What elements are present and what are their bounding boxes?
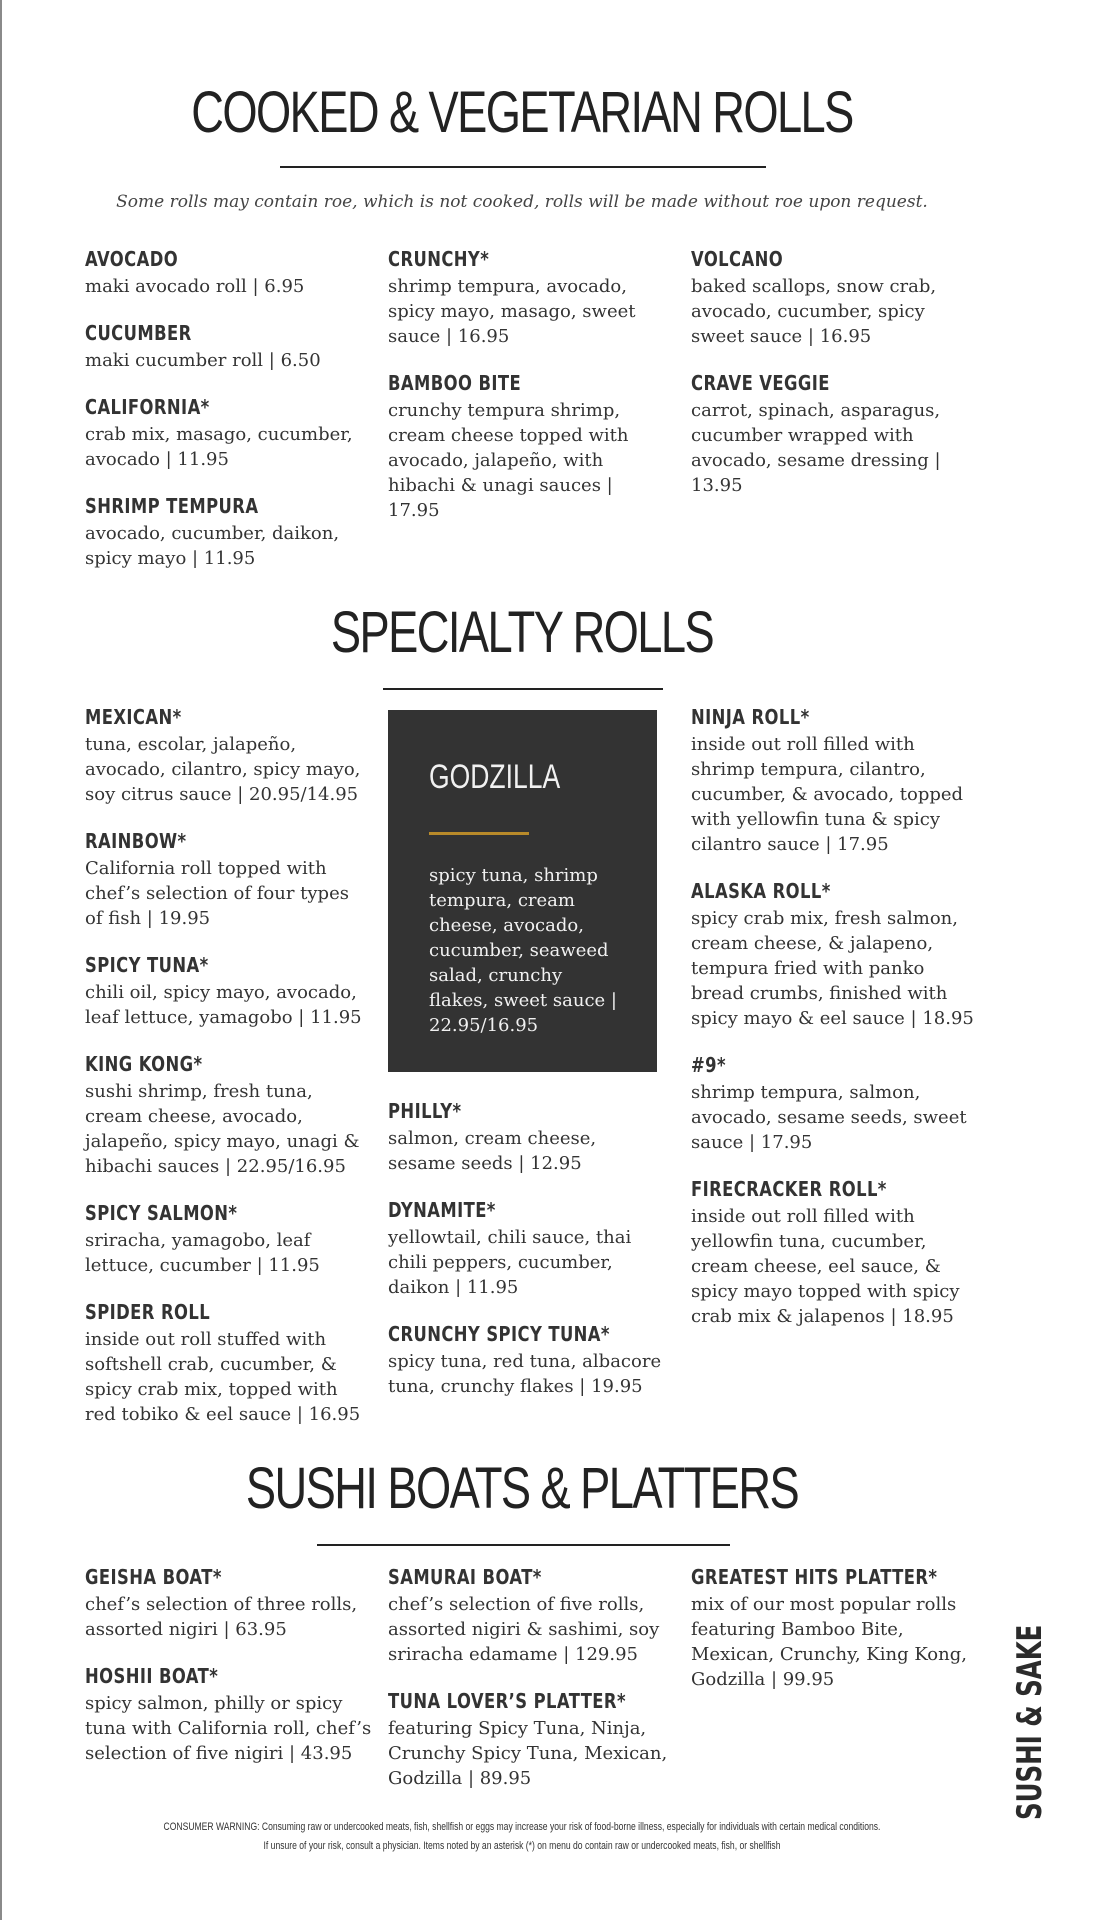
item-description: chili oil, spicy mayo, avocado, leaf lettuce, yamagobo | 11.95 [85, 982, 362, 1028]
item-name: GREATEST HITS PLATTER* [691, 1565, 938, 1589]
menu-item [85, 493, 375, 592]
item-description: sriracha, yamagobo, leaf lettuce, cucumber | 11.95 [85, 1230, 320, 1276]
item-name: CALIFORNIA* [85, 395, 210, 419]
item-name: SAMURAI BOAT* [388, 1565, 542, 1589]
menu-item [85, 394, 375, 493]
menu-item [85, 320, 375, 394]
specialty-column-2 [388, 1098, 663, 1399]
consumer-warning-line-2: If unsure of your risk, consult a physician. Items noted by an asterisk (*) on menu do contain raw or undercooked meats, fish, or shellfish [263, 1840, 781, 1852]
item-description: spicy crab mix, fresh salmon, cream cheese, & jalapeno, tempura fried with panko bread crumbs, finished with spicy mayo & eel sauce | 18.95 [691, 908, 974, 1029]
item-name: ALASKA ROLL* [691, 879, 831, 903]
menu-item [691, 704, 976, 878]
section-title-boats: SUSHI BOATS & PLATTERS [245, 1456, 799, 1521]
item-description: tuna, escolar, jalapeño, avocado, cilantro, spicy mayo, soy citrus sauce | 20.95/14.95 [85, 734, 361, 805]
menu-item [691, 1052, 976, 1176]
menu-item [388, 1321, 663, 1399]
item-name: TUNA LOVER’S PLATTER* [388, 1689, 626, 1713]
item-name: CRUNCHY* [388, 247, 490, 271]
item-name: SHRIMP TEMPURA [85, 494, 259, 518]
title-underline [317, 1544, 730, 1546]
cooked-column-1 [85, 246, 375, 592]
specialty-column-3 [691, 704, 976, 1329]
boats-column-2 [388, 1564, 668, 1791]
menu-item [388, 1564, 668, 1688]
item-name: RAINBOW* [85, 829, 187, 853]
menu-item [388, 1098, 663, 1197]
menu-item [85, 1200, 370, 1299]
item-name: #9* [691, 1053, 726, 1077]
item-description: carrot, spinach, asparagus, cucumber wrapped with avocado, sesame dressing | 13.95 [691, 400, 941, 496]
cooked-column-2 [388, 246, 663, 519]
brand-text: SUSHI & SAKE [1010, 1624, 1050, 1820]
menu-item [691, 1564, 976, 1692]
item-description: inside out roll filled with shrimp tempura, cilantro, cucumber, & avocado, topped with yellowfin tuna & spicy cilantro sauce | 17.95 [691, 734, 964, 855]
item-name: BAMBOO BITE [388, 371, 522, 395]
item-name: MEXICAN* [85, 705, 182, 729]
item-name: CUCUMBER [85, 321, 192, 345]
page-edge-line [0, 0, 2, 1920]
consumer-warning-line-1: CONSUMER WARNING: Consuming raw or undercooked meats, fish, shellfish or eggs may increase your risk of food-borne illness, especially for individuals with certain medical conditions. [163, 1821, 881, 1833]
title-underline [280, 166, 766, 168]
item-name: CRAVE VEGGIE [691, 371, 830, 395]
item-name: HOSHII BOAT* [85, 1664, 219, 1688]
featured-roll-description: spicy tuna, shrimp tempura, cream cheese, avocado, cucumber, seaweed salad, crunchy flakes, sweet sauce | 22.95/16.95 [429, 865, 617, 1036]
item-description: sushi shrimp, fresh tuna, cream cheese, avocado, jalapeño, spicy mayo, unagi & hibachi sauces | 22.95/16.95 [85, 1081, 360, 1177]
item-name: AVOCADO [85, 247, 179, 271]
menu-item [85, 1299, 370, 1427]
item-description: crunchy tempura shrimp, cream cheese topped with avocado, jalapeño, with hibachi & unagi sauces | 17.95 [388, 400, 629, 521]
item-name: SPICY TUNA* [85, 953, 209, 977]
item-name: GEISHA BOAT* [85, 1565, 222, 1589]
item-description: maki avocado roll | 6.95 [85, 276, 305, 297]
item-description: baked scallops, snow crab, avocado, cucumber, spicy sweet sauce | 16.95 [691, 276, 937, 347]
menu-item [691, 246, 956, 370]
item-description: featuring Spicy Tuna, Ninja, Crunchy Spicy Tuna, Mexican, Godzilla | 89.95 [388, 1718, 668, 1789]
menu-item [388, 246, 663, 370]
menu-item [388, 1688, 668, 1791]
featured-roll-name: GODZILLA [429, 758, 561, 796]
item-name: SPICY SALMON* [85, 1201, 238, 1225]
boats-column-3 [691, 1564, 976, 1692]
item-description: mix of our most popular rolls featuring Bamboo Bite, Mexican, Crunchy, King Kong, Godzilla | 99.95 [691, 1594, 967, 1690]
featured-roll-accent-line [429, 832, 529, 835]
item-name: VOLCANO [691, 247, 784, 271]
featured-roll-panel [388, 710, 657, 1072]
item-description: spicy tuna, red tuna, albacore tuna, crunchy flakes | 19.95 [388, 1351, 662, 1397]
menu-item [691, 370, 956, 519]
specialty-column-1 [85, 704, 370, 1427]
item-name: CRUNCHY SPICY TUNA* [388, 1322, 610, 1346]
item-description: maki cucumber roll | 6.50 [85, 350, 321, 371]
item-description: inside out roll filled with yellowfin tuna, cucumber, cream cheese, eel sauce, & spicy mayo topped with spicy crab mix & jalapenos | 18.95 [691, 1206, 960, 1327]
menu-item [85, 704, 370, 828]
menu-item [85, 828, 370, 952]
menu-item [85, 1564, 375, 1663]
item-description: inside out roll stuffed with softshell crab, cucumber, & spicy crab mix, topped with red tobiko & eel sauce | 16.95 [85, 1329, 361, 1425]
item-description: salmon, cream cheese, sesame seeds | 12.95 [388, 1128, 597, 1174]
item-description: spicy salmon, philly or spicy tuna with California roll, chef’s selection of five nigiri | 43.95 [85, 1693, 372, 1764]
consumer-warning [0, 1818, 1044, 1856]
item-description: shrimp tempura, salmon, avocado, sesame seeds, sweet sauce | 17.95 [691, 1082, 967, 1153]
item-name: PHILLY* [388, 1099, 462, 1123]
item-description: avocado, cucumber, daikon, spicy mayo | 11.95 [85, 523, 340, 569]
brand-vertical-label [1010, 1624, 1050, 1820]
section-title-cooked: COOKED & VEGETARIAN ROLLS [191, 80, 853, 145]
menu-item [388, 1197, 663, 1321]
menu-item [85, 1663, 375, 1766]
item-description: chef’s selection of five rolls, assorted nigiri & sashimi, soy sriracha edamame | 129.95 [388, 1594, 660, 1665]
menu-item [691, 878, 976, 1052]
menu-item [691, 1176, 976, 1329]
roe-note: Some rolls may contain roe, which is not cooked, rolls will be made without roe upon request. [116, 192, 928, 212]
item-name: FIRECRACKER ROLL* [691, 1177, 887, 1201]
menu-item [85, 952, 370, 1051]
cooked-column-3 [691, 246, 956, 519]
item-description: chef’s selection of three rolls, assorted nigiri | 63.95 [85, 1594, 358, 1640]
item-description: crab mix, masago, cucumber, avocado | 11.95 [85, 424, 353, 470]
menu-item [85, 246, 375, 320]
item-name: DYNAMITE* [388, 1198, 496, 1222]
menu-item [388, 370, 663, 519]
boats-column-1 [85, 1564, 375, 1766]
item-name: SPIDER ROLL [85, 1300, 211, 1324]
section-title-specialty: SPECIALTY ROLLS [330, 600, 714, 665]
item-name: NINJA ROLL* [691, 705, 810, 729]
item-description: shrimp tempura, avocado, spicy mayo, masago, sweet sauce | 16.95 [388, 276, 636, 347]
item-description: California roll topped with chef’s selection of four types of fish | 19.95 [85, 858, 349, 929]
menu-item [85, 1051, 370, 1200]
title-underline [383, 688, 663, 690]
item-description: yellowtail, chili sauce, thai chili peppers, cucumber, daikon | 11.95 [388, 1227, 632, 1298]
item-name: KING KONG* [85, 1052, 203, 1076]
